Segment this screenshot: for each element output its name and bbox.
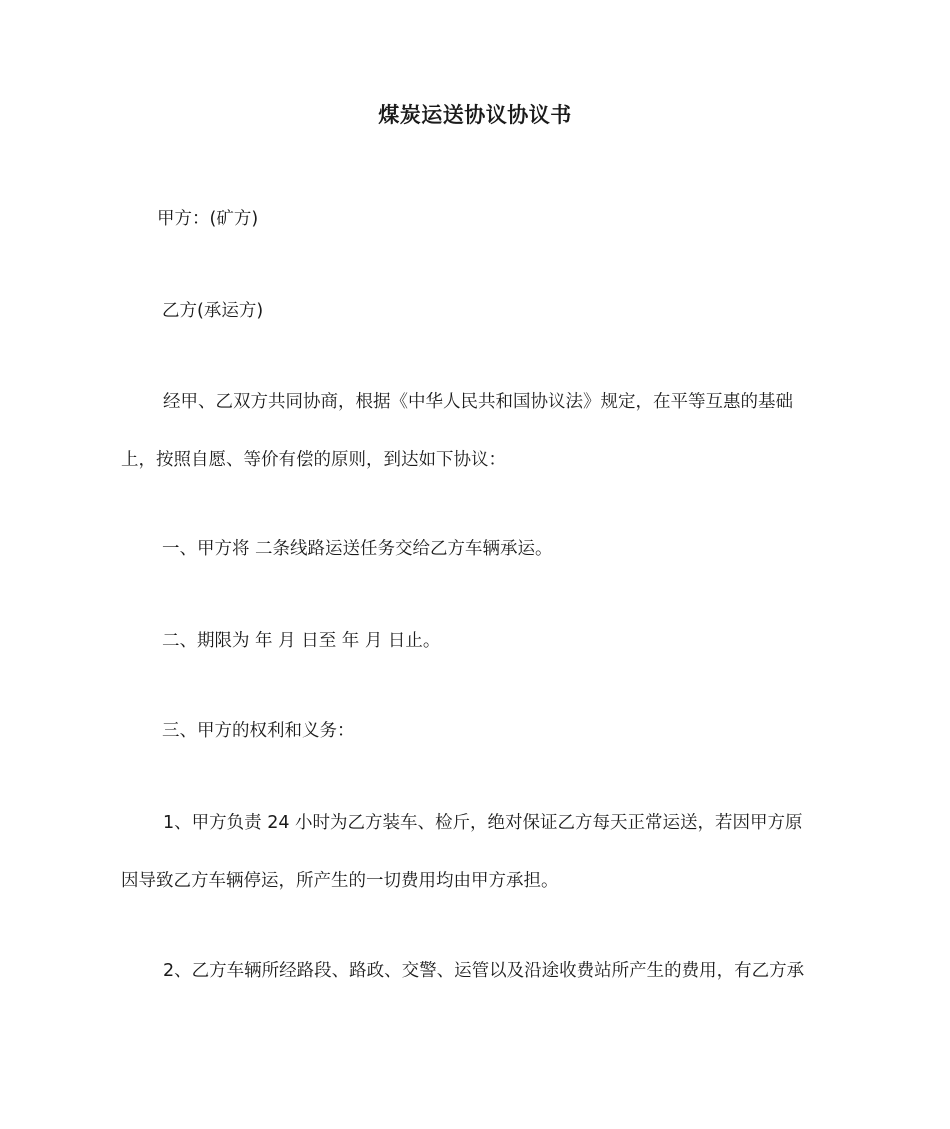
- party-b-line: [162, 282, 872, 340]
- intro-paragraph: [121, 373, 831, 489]
- intro-line-1: 经甲、乙双方共同协商，根据《中华人民共和国协议法》规定，在平等互惠的基础: [163, 392, 793, 412]
- item-1-paragraph: [121, 794, 831, 910]
- item-1-line-1: 1、甲方负责 24 小时为乙方装车、检斤，绝对保证乙方每天正常运送，若因甲方原: [163, 813, 803, 833]
- clause-2: [162, 612, 872, 670]
- party-b-text: 乙方(承运方): [162, 301, 264, 321]
- clause-3: [162, 702, 872, 760]
- clause-2-text: 二、期限为 年 月 日至 年 月 日止。: [162, 631, 441, 651]
- clause-1: [162, 520, 872, 578]
- clause-1-text: 一、甲方将 二条线路运送任务交给乙方车辆承运。: [162, 539, 553, 559]
- party-a-text: 甲方：(矿方): [157, 209, 259, 229]
- item-2-line-1: 2、乙方车辆所经路段、路政、交警、运管以及沿途收费站所产生的费用，有乙方承: [163, 961, 805, 981]
- item-1-line-2: 因导致乙方车辆停运，所产生的一切费用均由甲方承担。: [121, 871, 559, 891]
- party-a-line: [157, 190, 867, 248]
- item-2-paragraph: [121, 942, 831, 1000]
- intro-line-2: 上，按照自愿、等价有偿的原则，到达如下协议：: [121, 450, 506, 470]
- document-title: 煤炭运送协议协议书: [378, 103, 572, 127]
- clause-3-text: 三、甲方的权利和义务：: [162, 721, 355, 741]
